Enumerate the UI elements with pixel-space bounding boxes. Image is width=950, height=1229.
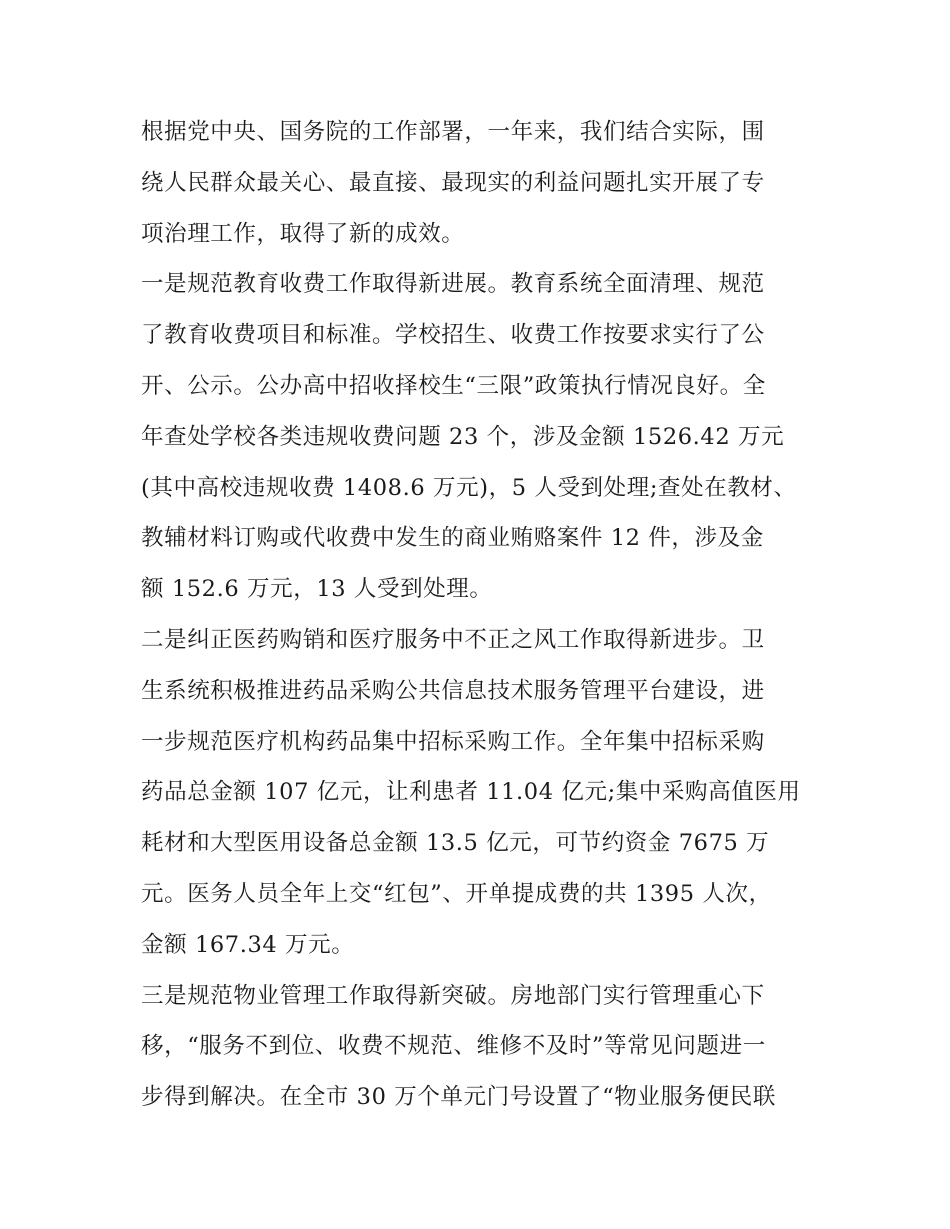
text-line: (其中高校违规收费 1408.6 万元)，5 人受到处理;查处在教材、 <box>141 474 797 501</box>
text-line: 根据党中央、国务院的工作部署，一年来，我们结合实际，围 <box>141 119 765 145</box>
text-line: 元。医务人员全年上交“红包”、开单提成费的共 1395 人次， <box>141 880 772 907</box>
text-line: 二是纠正医药购销和医疗服务中不正之风工作取得新进步。卫 <box>141 626 765 653</box>
text-line: 绕人民群众最关心、最直接、最现实的利益问题扎实开展了专 <box>141 169 765 196</box>
text-line: 额 152.6 万元，13 人受到处理。 <box>141 576 493 603</box>
text-line: 项治理工作，取得了新的成效。 <box>141 220 465 247</box>
document-body <box>141 107 813 1123</box>
paragraph-intro <box>141 107 813 259</box>
text-line: 教辅材料订购或代收费中发生的商业贿赂案件 12 件，涉及金 <box>141 525 764 552</box>
paragraph-property-management <box>141 971 813 1123</box>
text-line: 药品总金额 107 亿元，让利患者 11.04 亿元;集中采购高值医用 <box>141 779 801 806</box>
text-line: 年查处学校各类违规收费问题 23 个，涉及金额 1526.42 万元 <box>141 423 785 450</box>
text-line: 移，“服务不到位、收费不规范、维修不及时”等常见问题进一 <box>141 1033 766 1060</box>
paragraph-education-fees <box>141 259 813 615</box>
text-line: 开、公示。公办高中招收择校生“三限”政策执行情况良好。全 <box>141 372 766 399</box>
paragraph-medical-services <box>141 615 813 971</box>
text-line: 耗材和大型医用设备总金额 13.5 亿元，可节约资金 7675 万 <box>141 830 770 857</box>
text-line: 一步规范医疗机构药品集中招标采购工作。全年集中招标采购 <box>141 728 765 755</box>
text-line: 了教育收费项目和标准。学校招生、收费工作按要求实行了公 <box>141 322 765 349</box>
text-line: 三是规范物业管理工作取得新突破。房地部门实行管理重心下 <box>141 982 765 1009</box>
text-line: 步得到解决。在全市 30 万个单元门号设置了“物业服务便民联 <box>141 1084 776 1111</box>
text-line: 金额 167.34 万元。 <box>141 931 355 958</box>
text-line: 一是规范教育收费工作取得新进展。教育系统全面清理、规范 <box>141 271 765 298</box>
text-line: 生系统积极推进药品采购公共信息技术服务管理平台建设，进 <box>141 677 765 704</box>
